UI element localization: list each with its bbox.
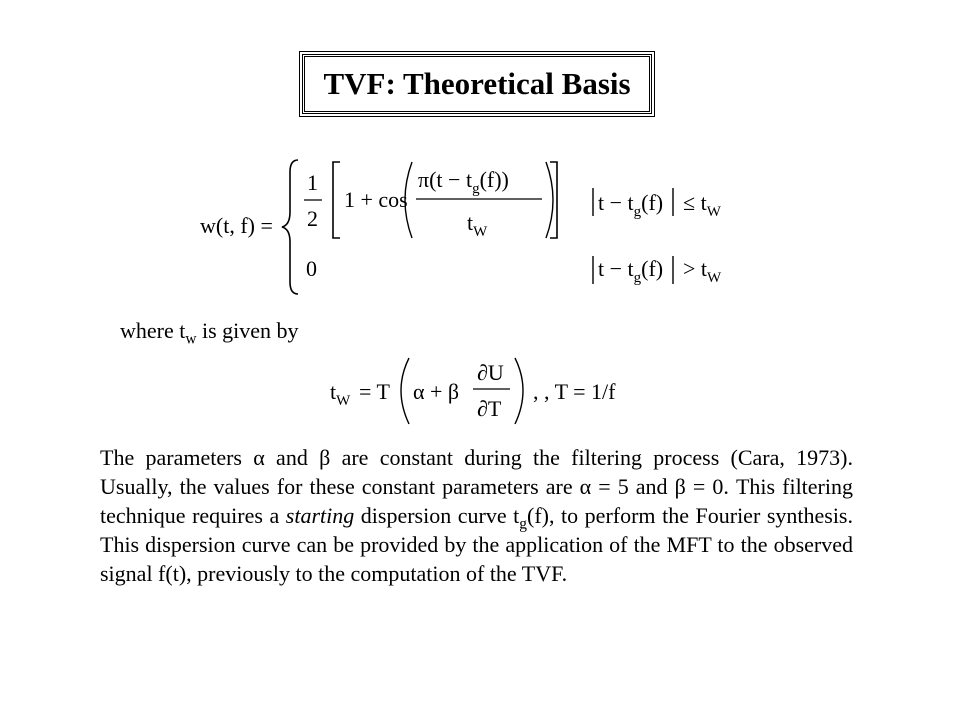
tw-equation	[325, 352, 645, 432]
eq1-curly-brace	[282, 160, 298, 294]
title-box	[302, 54, 652, 114]
eq1-case2-op: > $t_W$	[683, 256, 722, 286]
eq2-eq-T: = T	[359, 379, 390, 404]
eq2-left-paren	[401, 358, 409, 424]
eq1-right-paren	[546, 162, 553, 238]
eq1-frac-den: $t_W$	[467, 210, 488, 240]
eq1-one-plus-cos: 1 + cos	[344, 187, 408, 212]
eq1-left-bracket	[333, 162, 340, 238]
body-paragraph: The parameters α and β are constant during the filtering process (Cara, 1973). Usually, the values for these constant parameters are α = 5 and β = 0. This filtering technique requires a starting dispersion curve $t_g(f)$, to perform the Fourier synthesis. This dispersion curve can be provided by the application of the MFT to the observed signal f(t), previously to the computation of the TVF.	[100, 445, 853, 586]
eq1-case1-cond: $t - t_g(f)$	[598, 190, 664, 220]
window-function-equation	[190, 150, 750, 300]
eq2-alpha-beta: α + β	[413, 379, 460, 404]
eq1-case2-cond: $t - t_g(f)$	[598, 256, 664, 286]
beta-symbol: β	[674, 474, 686, 499]
where-text: where $t_w$ is given by	[120, 318, 299, 348]
eq2-lhs: $t_W$	[330, 379, 351, 409]
eq1-case1-op: ≤ $t_W$	[683, 190, 721, 220]
eq2-tail: , , T = 1/f	[533, 379, 616, 404]
eq2-dT: ∂T	[477, 396, 502, 421]
alpha-symbol: α	[579, 474, 592, 499]
starting-emphasis: starting	[285, 503, 355, 528]
eq1-half-num: 1	[307, 170, 318, 195]
alpha-symbol: α	[253, 445, 265, 470]
eq1-case2-value: 0	[306, 256, 317, 281]
eq1-half-den: 2	[307, 206, 318, 231]
eq1-lhs: w(t, f) =	[200, 213, 273, 238]
slide-title: TVF: Theoretical Basis	[323, 66, 631, 101]
eq2-dU: ∂U	[477, 360, 504, 385]
eq1-frac-num: $\pi(t - t_g(f))$	[418, 167, 509, 197]
eq2-right-paren	[515, 358, 523, 424]
beta-symbol: β	[319, 445, 331, 470]
